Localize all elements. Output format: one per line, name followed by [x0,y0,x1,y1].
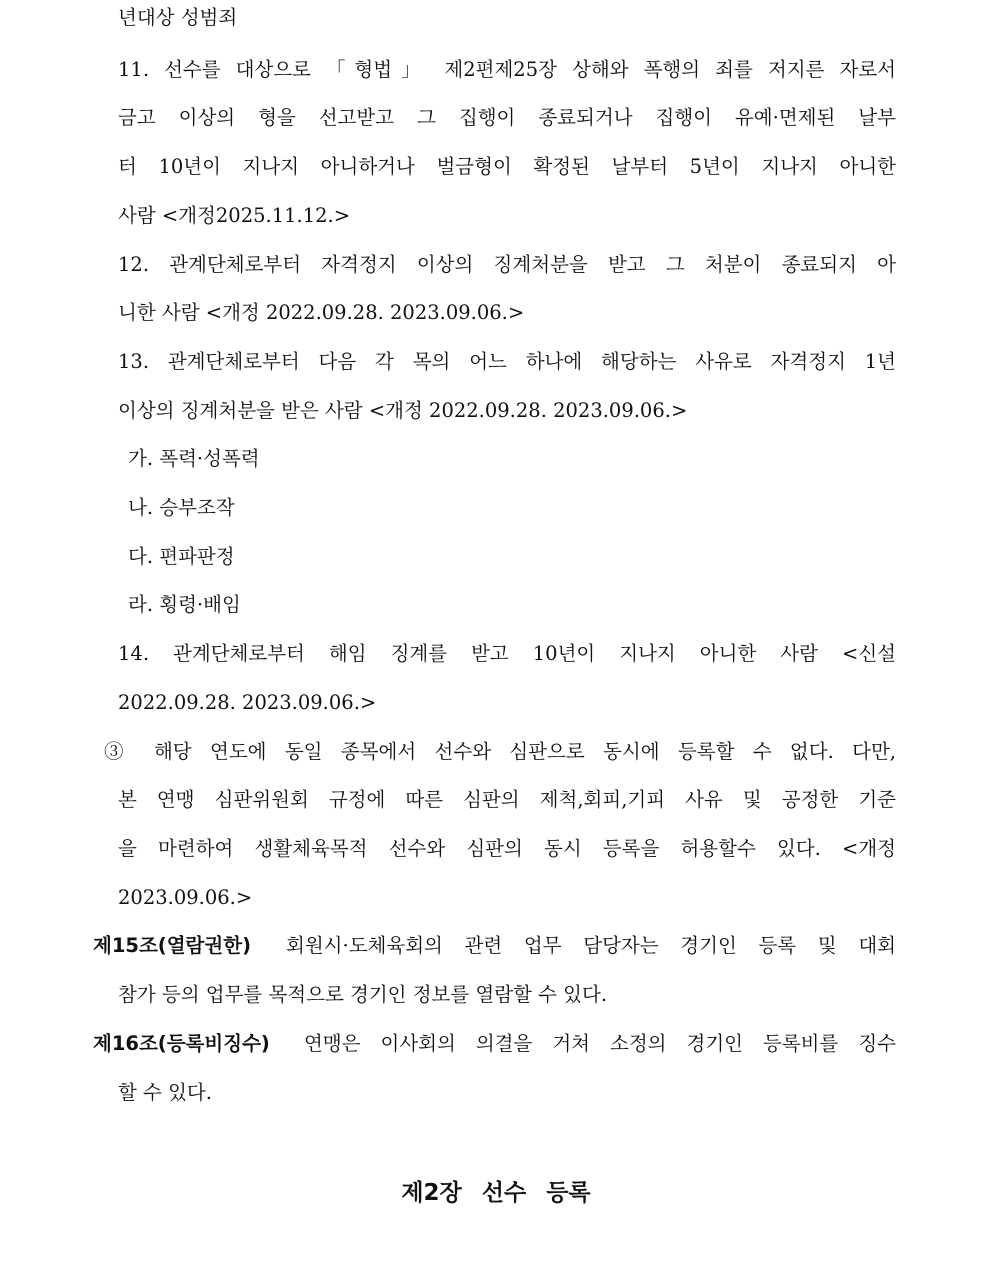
article-16-title: 제16조(등록비징수) [93,1032,270,1055]
article-16-text: 할 수 있다. [118,1081,212,1104]
sub-item-ra: 라. 횡령·배임 [128,593,241,616]
chapter-title: 제2장 선수 등록 [401,1180,591,1206]
paragraph-3-line: 을 마련하여 생활체육목적 선수와 심판의 동시 등록을 허용할수 있다. <개정 [118,837,896,860]
item-12-line: 니한 사람 <개정 2022.09.28. 2023.09.06.> [118,301,525,324]
item-13-line: 이상의 징계처분을 받은 사람 <개정 2022.09.28. 2023.09.06.> [118,399,688,422]
item-11-line: 금고 이상의 형을 선고받고 그 집행이 종료되거나 집행이 유예·면제된 날부 [118,106,896,129]
sub-item-da: 다. 편파판정 [128,545,235,568]
paragraph-3-line: ③ 해당 연도에 동일 종목에서 선수와 심판으로 동시에 등록할 수 없다. 다만, [104,740,896,763]
article-15-text: 회원시·도체육회의 관련 업무 담당자는 경기인 등록 및 대회 [286,934,896,957]
article-15-title: 제15조(열람권한) [93,934,251,957]
item-14-line: 2022.09.28. 2023.09.06.> [118,691,377,714]
item-11-line: 사람 <개정2025.11.12.> [118,204,351,227]
item-11-line: 11. 선수를 대상으로 「형법」 제2편제25장 상해와 폭행의 죄를 저지른 자로서 [118,58,896,81]
paragraph-3-line: 본 연맹 심판위원회 규정에 따른 심판의 제척,회피,기피 사유 및 공정한 기준 [118,788,896,811]
item-13-line: 13. 관계단체로부터 다음 각 목의 어느 하나에 해당하는 사유로 자격정지 1년 [118,350,896,373]
sub-item-na: 나. 승부조작 [128,496,235,519]
text-line: 년대상 성범죄 [118,6,238,29]
article-15-heading [93,932,251,960]
sub-item-ga: 가. 폭력·성폭력 [128,447,260,470]
article-16-text: 연맹은 이사회의 의결을 거쳐 소정의 경기인 등록비를 징수 [304,1032,896,1055]
article-15-text: 참가 등의 업무를 목적으로 경기인 정보를 열람할 수 있다. [118,983,608,1006]
item-11-line: 터 10년이 지나지 아니하거나 벌금형이 확정된 날부터 5년이 지나지 아니한 [118,155,896,178]
item-14-line: 14. 관계단체로부터 해임 징계를 받고 10년이 지나지 아니한 사람 <신설 [118,642,896,665]
item-12-line: 12. 관계단체로부터 자격정지 이상의 징계처분을 받고 그 처분이 종료되지 아 [118,253,896,276]
paragraph-3-line: 2023.09.06.> [118,886,253,909]
article-16-heading [93,1030,270,1058]
